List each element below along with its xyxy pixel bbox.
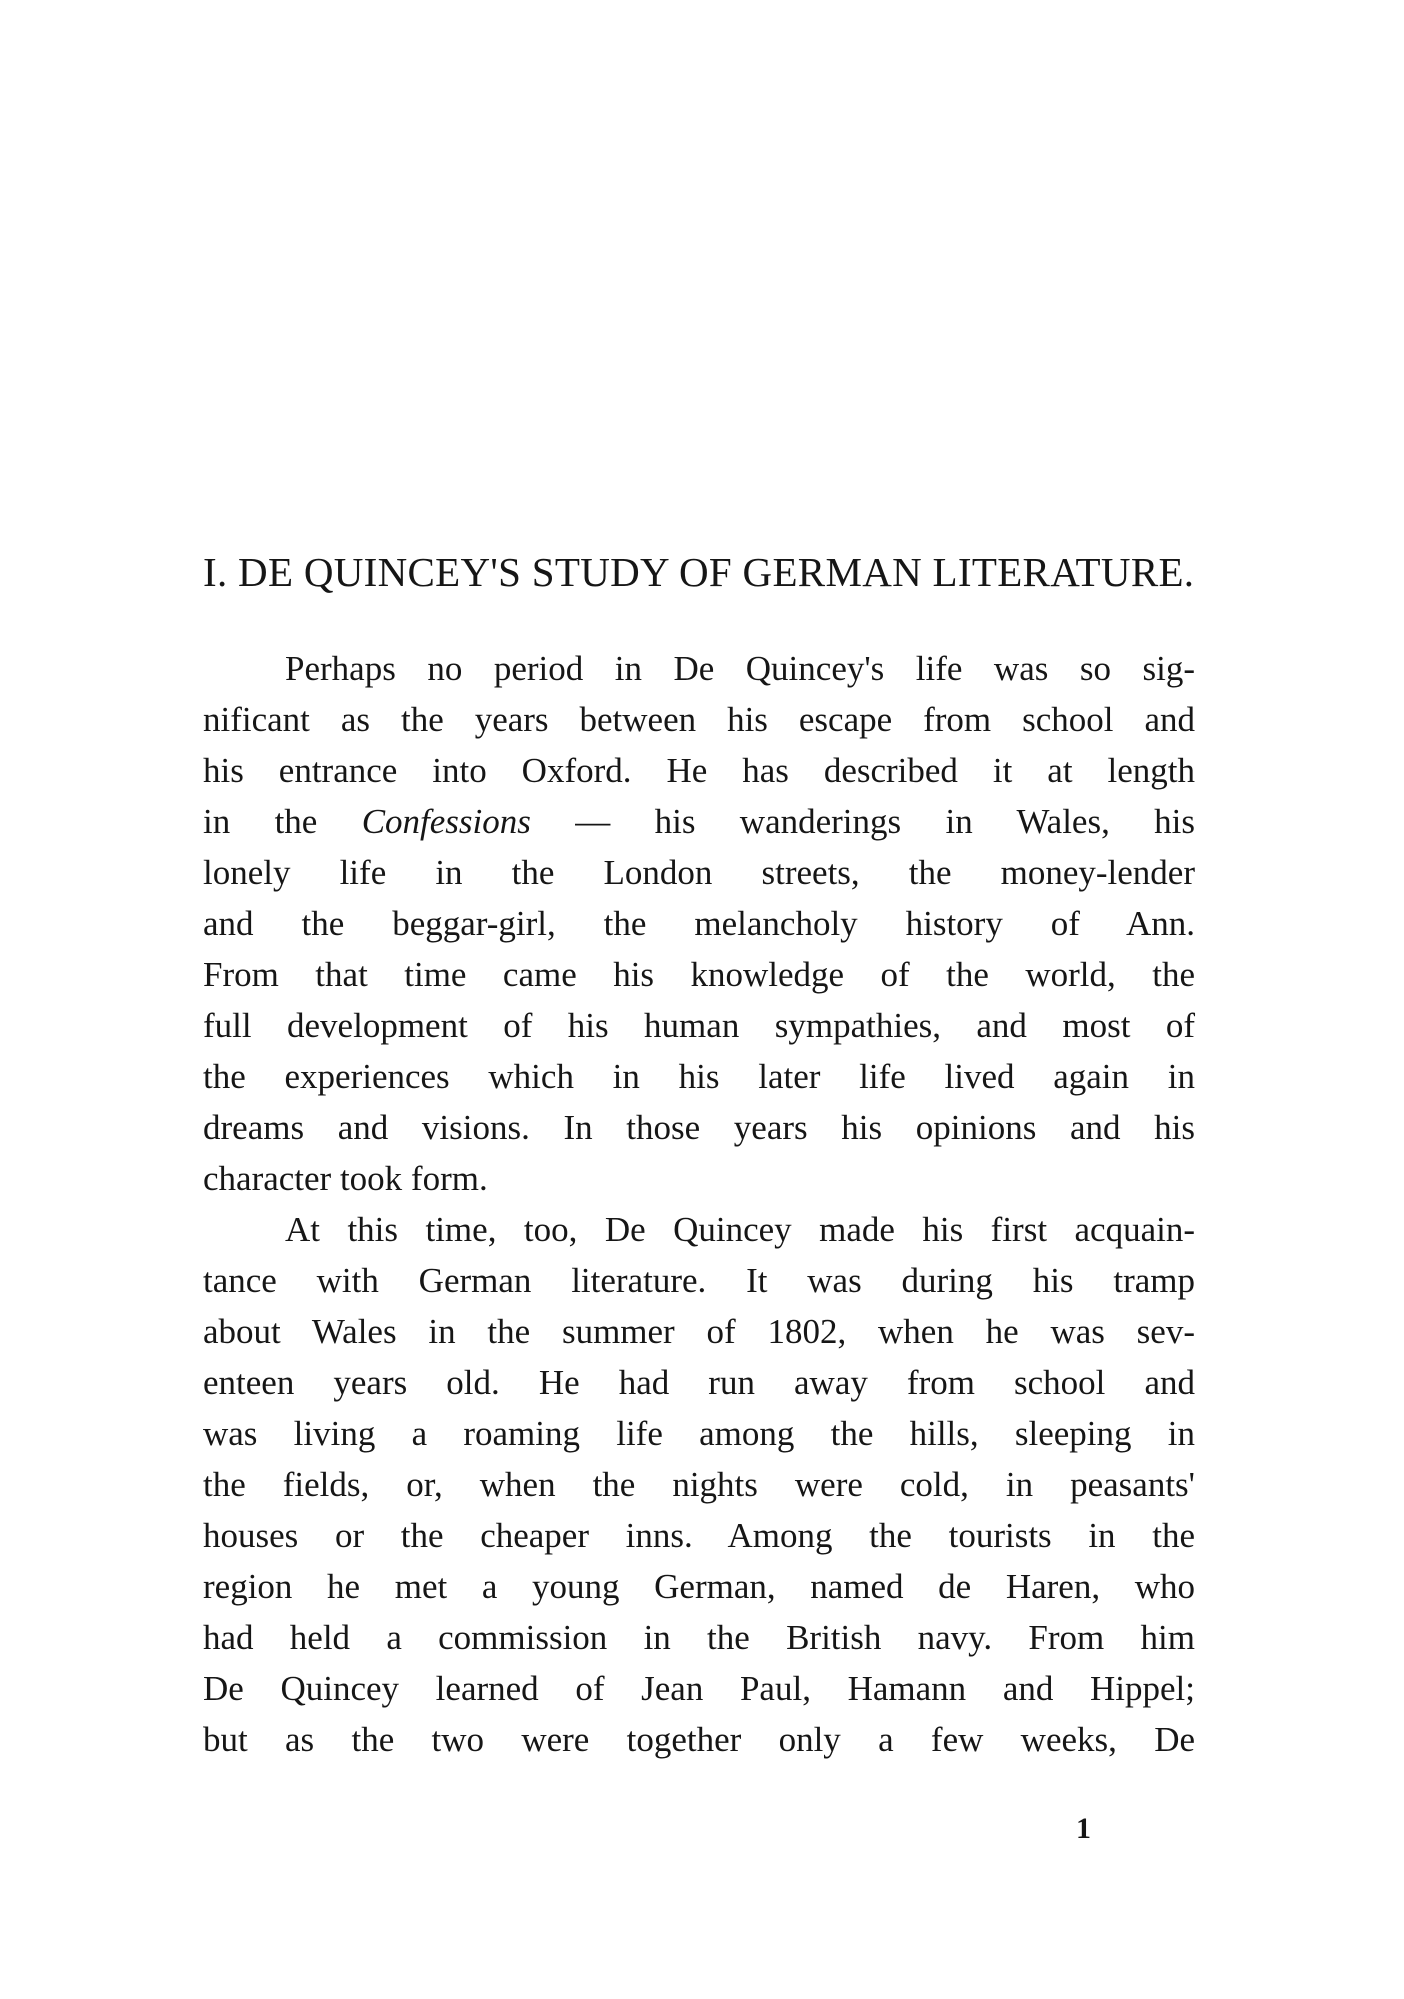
text-line: region he met a young German, named de Haren, who bbox=[203, 1567, 1195, 1606]
text-line: From that time came his knowledge of the world, the bbox=[203, 955, 1195, 994]
text-line: character took form. bbox=[203, 1159, 488, 1198]
text-line: Perhaps no period in De Quincey's life was so sig- bbox=[285, 649, 1195, 688]
text-line: dreams and visions. In those years his opinions and his bbox=[203, 1108, 1195, 1147]
text-line: his entrance into Oxford. He has described it at length bbox=[203, 751, 1195, 790]
page-number: 1 bbox=[1076, 1812, 1091, 1845]
text-line: enteen years old. He had run away from school and bbox=[203, 1363, 1195, 1402]
text-line: but as the two were together only a few weeks, De bbox=[203, 1720, 1195, 1759]
text-line: was living a roaming life among the hills, sleeping in bbox=[203, 1414, 1195, 1453]
text-line: the experiences which in his later life lived again in bbox=[203, 1057, 1195, 1096]
text-line: the fields, or, when the nights were cold, in peasants' bbox=[203, 1465, 1195, 1504]
text-line: full development of his human sympathies, and most of bbox=[203, 1006, 1195, 1045]
text-line: tance with German literature. It was during his tramp bbox=[203, 1261, 1195, 1300]
text-line: nificant as the years between his escape from school and bbox=[203, 700, 1195, 739]
text-line bbox=[203, 796, 1195, 847]
chapter-title: I. DE QUINCEY'S STUDY OF GERMAN LITERATURE. bbox=[203, 549, 1195, 595]
text-line: had held a commission in the British navy. From him bbox=[203, 1618, 1195, 1657]
text-line: houses or the cheaper inns. Among the tourists in the bbox=[203, 1516, 1195, 1555]
book-title-italic: Confessions bbox=[361, 802, 531, 841]
text-line: about Wales in the summer of 1802, when he was sev- bbox=[203, 1312, 1195, 1351]
body-text bbox=[203, 643, 1195, 1765]
text-line: At this time, too, De Quincey made his first acquain- bbox=[285, 1210, 1195, 1249]
text-fragment: in the bbox=[203, 802, 318, 841]
text-line: De Quincey learned of Jean Paul, Hamann and Hippel; bbox=[203, 1669, 1195, 1708]
text-fragment: — his wanderings in Wales, his bbox=[575, 802, 1196, 841]
text-line: and the beggar-girl, the melancholy history of Ann. bbox=[203, 904, 1195, 943]
text-line: lonely life in the London streets, the money-lender bbox=[203, 853, 1195, 892]
